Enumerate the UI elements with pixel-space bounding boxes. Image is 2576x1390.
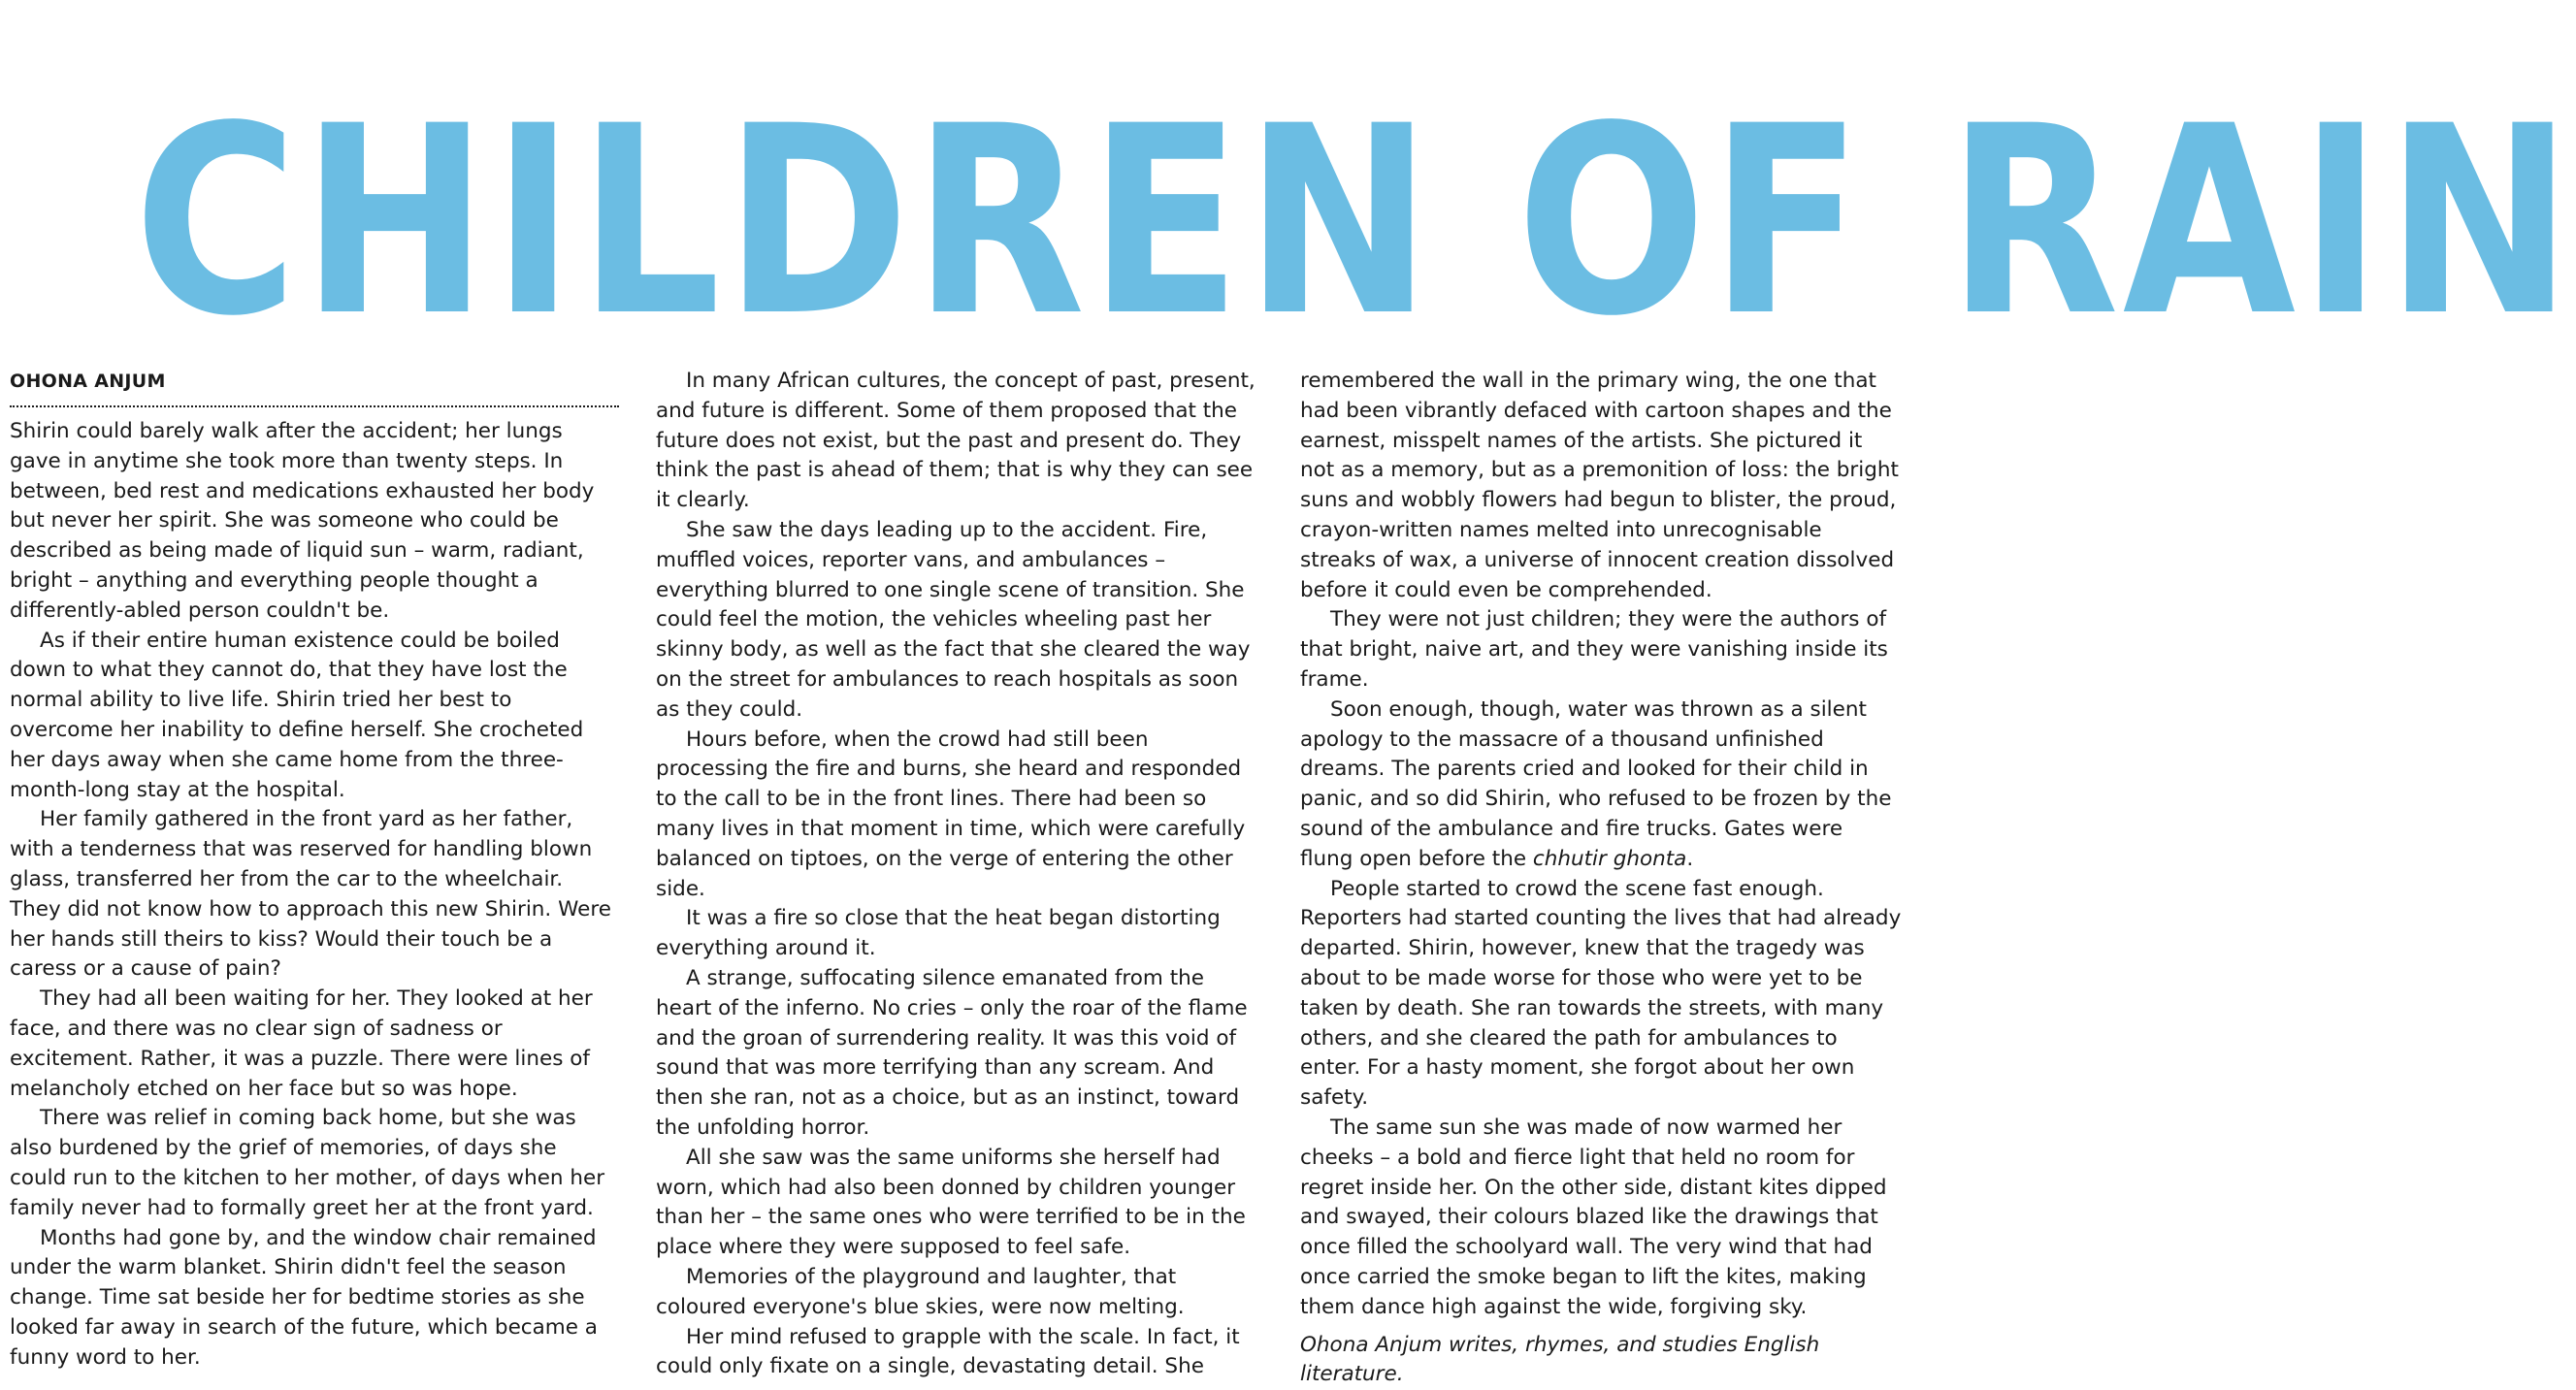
article-paragraph: People started to crowd the scene fast enough. Reporters had started counting the lives that had already departed. Shirin, however, knew that the tragedy was about to be made worse for those who were yet to be taken by death. She ran towards the streets, with many others, and she cleared the path for ambulances to enter. For a hasty moment, she forgot about her own safety. <box>1300 875 1902 1114</box>
article-paragraph: The same sun she was made of now warmed her cheeks – a bold and fierce light that held no room for regret inside her. On the other side, distant kites dipped and swayed, their colours blazed like the drawings that once filled the schoolyard wall. The very wind that had once carried the smoke began to lift the kites, making them dance high against the wide, forgiving sky. <box>1300 1114 1902 1323</box>
article-paragraph: They had all been waiting for her. They looked at her face, and there was no clear sign of sadness or excitement. Rather, it was a puzzle. There were lines of melancholy etched on her face but so was hope. <box>10 985 619 1104</box>
paragraph-text: Soon enough, though, water was thrown as a silent apology to the massacre of a thousand unfinished dreams. The parents cried and looked for their child in panic, and so did Shirin, who refused to be frozen by the sound of the ambulance and fire trucks. Gates were flung open before the <box>1300 697 1891 871</box>
article-paragraph: It was a fire so close that the heat began distorting everything around it. <box>656 904 1265 964</box>
article-paragraph: She saw the days leading up to the accident. Fire, muffled voices, reporter vans, and ambulances – everything blurred to one single scene of transition. She could feel the motion, the vehicles wheeling past her skinny body, as well as the fact that she cleared the way on the street for ambulances to reach hospitals as soon as they could. <box>656 516 1265 726</box>
italic-term: chhutir ghonta <box>1533 847 1686 871</box>
article-column-1 <box>10 367 619 1374</box>
article-paragraph: As if their entire human existence could be boiled down to what they cannot do, that they have lost the normal ability to live life. Shirin tried her best to overcome her inability to define herself. She crocheted her days away when she came home from the three-month-long stay at the hospital. <box>10 627 619 806</box>
author-byline: OHONA ANJUM <box>10 367 619 407</box>
article-paragraph: A strange, suffocating silence emanated from the heart of the inferno. No cries – only the roar of the flame and the groan of surrendering reality. It was this void of sound that was more terrifying than any scream. And then she ran, not as a choice, but as an instinct, toward the unfolding horror. <box>656 964 1265 1144</box>
article-paragraph: In many African cultures, the concept of past, present, and future is different. Some of them proposed that the future does not exist, but the past and present do. They think the past is ahead of them; that is why they can see it clearly. <box>656 367 1265 516</box>
article-paragraph-continued: remembered the wall in the primary wing, the one that had been vibrantly defaced with cartoon shapes and the earnest, misspelt names of the artists. She pictured it not as a memory, but as a premonition of loss: the bright suns and wobbly flowers had begun to blister, the proud, crayon-written names melted into unrecognisable streaks of wax, a universe of innocent creation dissolved before it could even be comprehended. <box>1300 367 1902 605</box>
headline-title: CHILDREN OF RAIN <box>134 92 1777 352</box>
article-paragraph: There was relief in coming back home, but she was also burdened by the grief of memories, of days she could run to the kitchen to her mother, of days when her family never had to formally greet her at the front yard. <box>10 1104 619 1223</box>
article-paragraph: Her mind refused to grapple with the scale. In fact, it could only fixate on a single, devastating detail. She <box>656 1323 1265 1383</box>
article-column-2 <box>656 367 1265 1382</box>
article-paragraph: Hours before, when the crowd had still been processing the fire and burns, she heard and responded to the call to be in the front lines. There had been so many lives in that moment in time, which were carefully balanced on tiptoes, on the verge of entering the other side. <box>656 726 1265 905</box>
article-paragraph: Memories of the playground and laughter, that coloured everyone's blue skies, were now melting. <box>656 1263 1265 1323</box>
article-paragraph: Months had gone by, and the window chair remained under the warm blanket. Shirin didn't feel the season change. Time sat beside her for bedtime stories as she looked far away in search of the future, which became a funny word to her. <box>10 1224 619 1374</box>
article-column-3 <box>1300 367 1902 1390</box>
article-paragraph: They were not just children; they were the authors of that bright, naive art, and they were vanishing inside its frame. <box>1300 605 1902 695</box>
article-paragraph: Her family gathered in the front yard as her father, with a tenderness that was reserved for handling blown glass, transferred her from the car to the wheelchair. They did not know how to approach this new Shirin. Were her hands still theirs to kiss? Would their touch be a caress or a cause of pain? <box>10 805 619 985</box>
article-paragraph <box>1300 695 1902 875</box>
article-paragraph: All she saw was the same uniforms she herself had worn, which had also been donned by children younger than her – the same ones who were terrified to be in the place where they were supposed to feel safe. <box>656 1144 1265 1263</box>
article-paragraph: Shirin could barely walk after the accident; her lungs gave in anytime she took more than twenty steps. In between, bed rest and medications exhausted her body but never her spirit. She was someone who could be described as being made of liquid sun – warm, radiant, bright – anything and everything people thought a differently-abled person couldn't be. <box>10 417 619 627</box>
paragraph-text: . <box>1686 847 1693 871</box>
author-bio: Ohona Anjum writes, rhymes, and studies English literature. <box>1300 1331 1902 1390</box>
